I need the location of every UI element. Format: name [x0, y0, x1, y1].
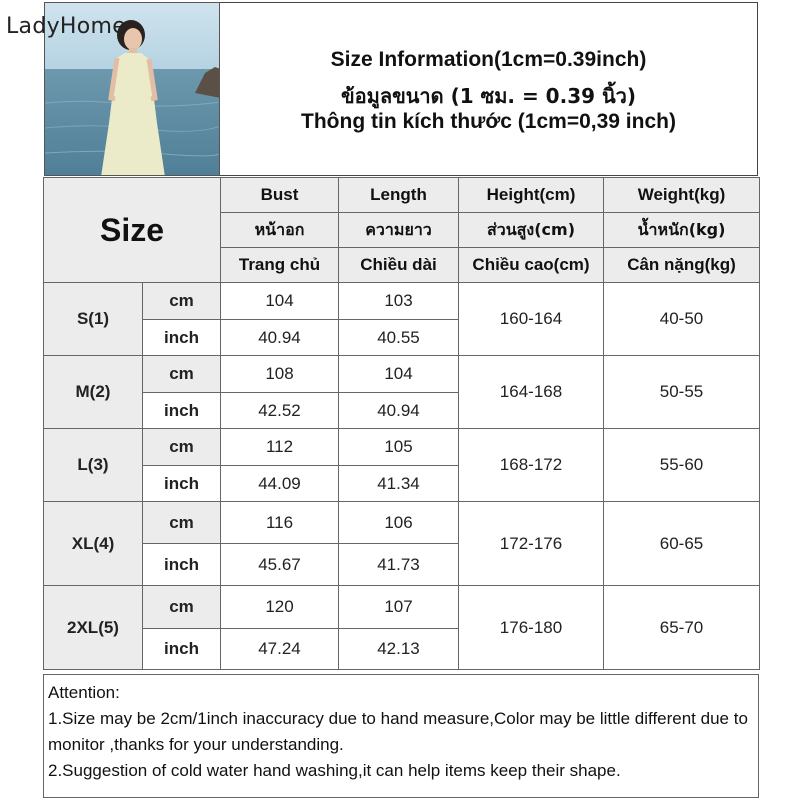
size-column-title: Size: [44, 178, 221, 283]
bust-value: 47.24: [221, 629, 339, 670]
bust-value: 42.52: [221, 393, 339, 429]
attention-note-2: 2.Suggestion of cold water hand washing,it can help items keep their shape.: [48, 761, 621, 780]
unit-label: inch: [143, 544, 221, 586]
bust-value: 40.94: [221, 320, 339, 356]
bust-value: 45.67: [221, 544, 339, 586]
header-row-english: [44, 178, 760, 213]
col-weight-thai: น้ำหนัก(kg): [604, 213, 760, 248]
col-length-vi: Chiều dài: [339, 248, 459, 283]
col-bust: Bust: [221, 178, 339, 213]
length-value: 41.73: [339, 544, 459, 586]
attention-note-1: 1.Size may be 2cm/1inch inaccuracy due to hand measure,Color may be little different due to monitor ,thanks for your understanding.: [48, 709, 748, 754]
col-height: Height(cm): [459, 178, 604, 213]
length-value: 105: [339, 429, 459, 466]
length-value: 40.94: [339, 393, 459, 429]
bust-value: 104: [221, 283, 339, 320]
unit-label: cm: [143, 283, 221, 320]
col-length: Length: [339, 178, 459, 213]
table-row: [44, 283, 760, 320]
length-value: 103: [339, 283, 459, 320]
height-range: 172-176: [459, 502, 604, 586]
size-info-header: [220, 2, 758, 176]
bust-value: 116: [221, 502, 339, 544]
length-value: 40.55: [339, 320, 459, 356]
length-value: 42.13: [339, 629, 459, 670]
weight-range: 65-70: [604, 586, 760, 670]
col-height-thai: ส่วนสูง(cm): [459, 213, 604, 248]
size-label: M(2): [44, 356, 143, 429]
bust-value: 108: [221, 356, 339, 393]
col-height-vi: Chiều cao(cm): [459, 248, 604, 283]
size-label: L(3): [44, 429, 143, 502]
title-vietnamese: Thông tin kích thước (1cm=0,39 inch): [301, 110, 676, 133]
size-label: 2XL(5): [44, 586, 143, 670]
title-english: Size Information(1cm=0.39inch): [330, 48, 647, 71]
length-value: 107: [339, 586, 459, 629]
col-weight-vi: Cân nặng(kg): [604, 248, 760, 283]
table-row: [44, 429, 760, 466]
col-bust-thai: หน้าอก: [221, 213, 339, 248]
attention-notes: [43, 674, 759, 798]
col-weight: Weight(kg): [604, 178, 760, 213]
table-row: [44, 586, 760, 629]
unit-label: cm: [143, 356, 221, 393]
length-value: 41.34: [339, 466, 459, 502]
unit-label: cm: [143, 502, 221, 544]
length-value: 106: [339, 502, 459, 544]
height-range: 160-164: [459, 283, 604, 356]
length-value: 104: [339, 356, 459, 393]
height-range: 168-172: [459, 429, 604, 502]
weight-range: 55-60: [604, 429, 760, 502]
weight-range: 50-55: [604, 356, 760, 429]
height-range: 176-180: [459, 586, 604, 670]
table-row: [44, 356, 760, 393]
unit-label: cm: [143, 429, 221, 466]
weight-range: 60-65: [604, 502, 760, 586]
unit-label: inch: [143, 393, 221, 429]
size-label: XL(4): [44, 502, 143, 586]
bust-value: 44.09: [221, 466, 339, 502]
title-thai: ข้อมูลขนาด (1 ซม. = 0.39 นิ้ว): [340, 84, 637, 108]
brand-logo: LadyHome: [6, 14, 127, 39]
unit-label: inch: [143, 629, 221, 670]
col-length-thai: ความยาว: [339, 213, 459, 248]
bust-value: 112: [221, 429, 339, 466]
unit-label: cm: [143, 586, 221, 629]
size-table: [43, 177, 760, 670]
size-label: S(1): [44, 283, 143, 356]
weight-range: 40-50: [604, 283, 760, 356]
unit-label: inch: [143, 466, 221, 502]
attention-heading: Attention:: [48, 683, 120, 702]
table-row: [44, 502, 760, 544]
height-range: 164-168: [459, 356, 604, 429]
col-bust-vi: Trang chủ: [221, 248, 339, 283]
bust-value: 120: [221, 586, 339, 629]
unit-label: inch: [143, 320, 221, 356]
